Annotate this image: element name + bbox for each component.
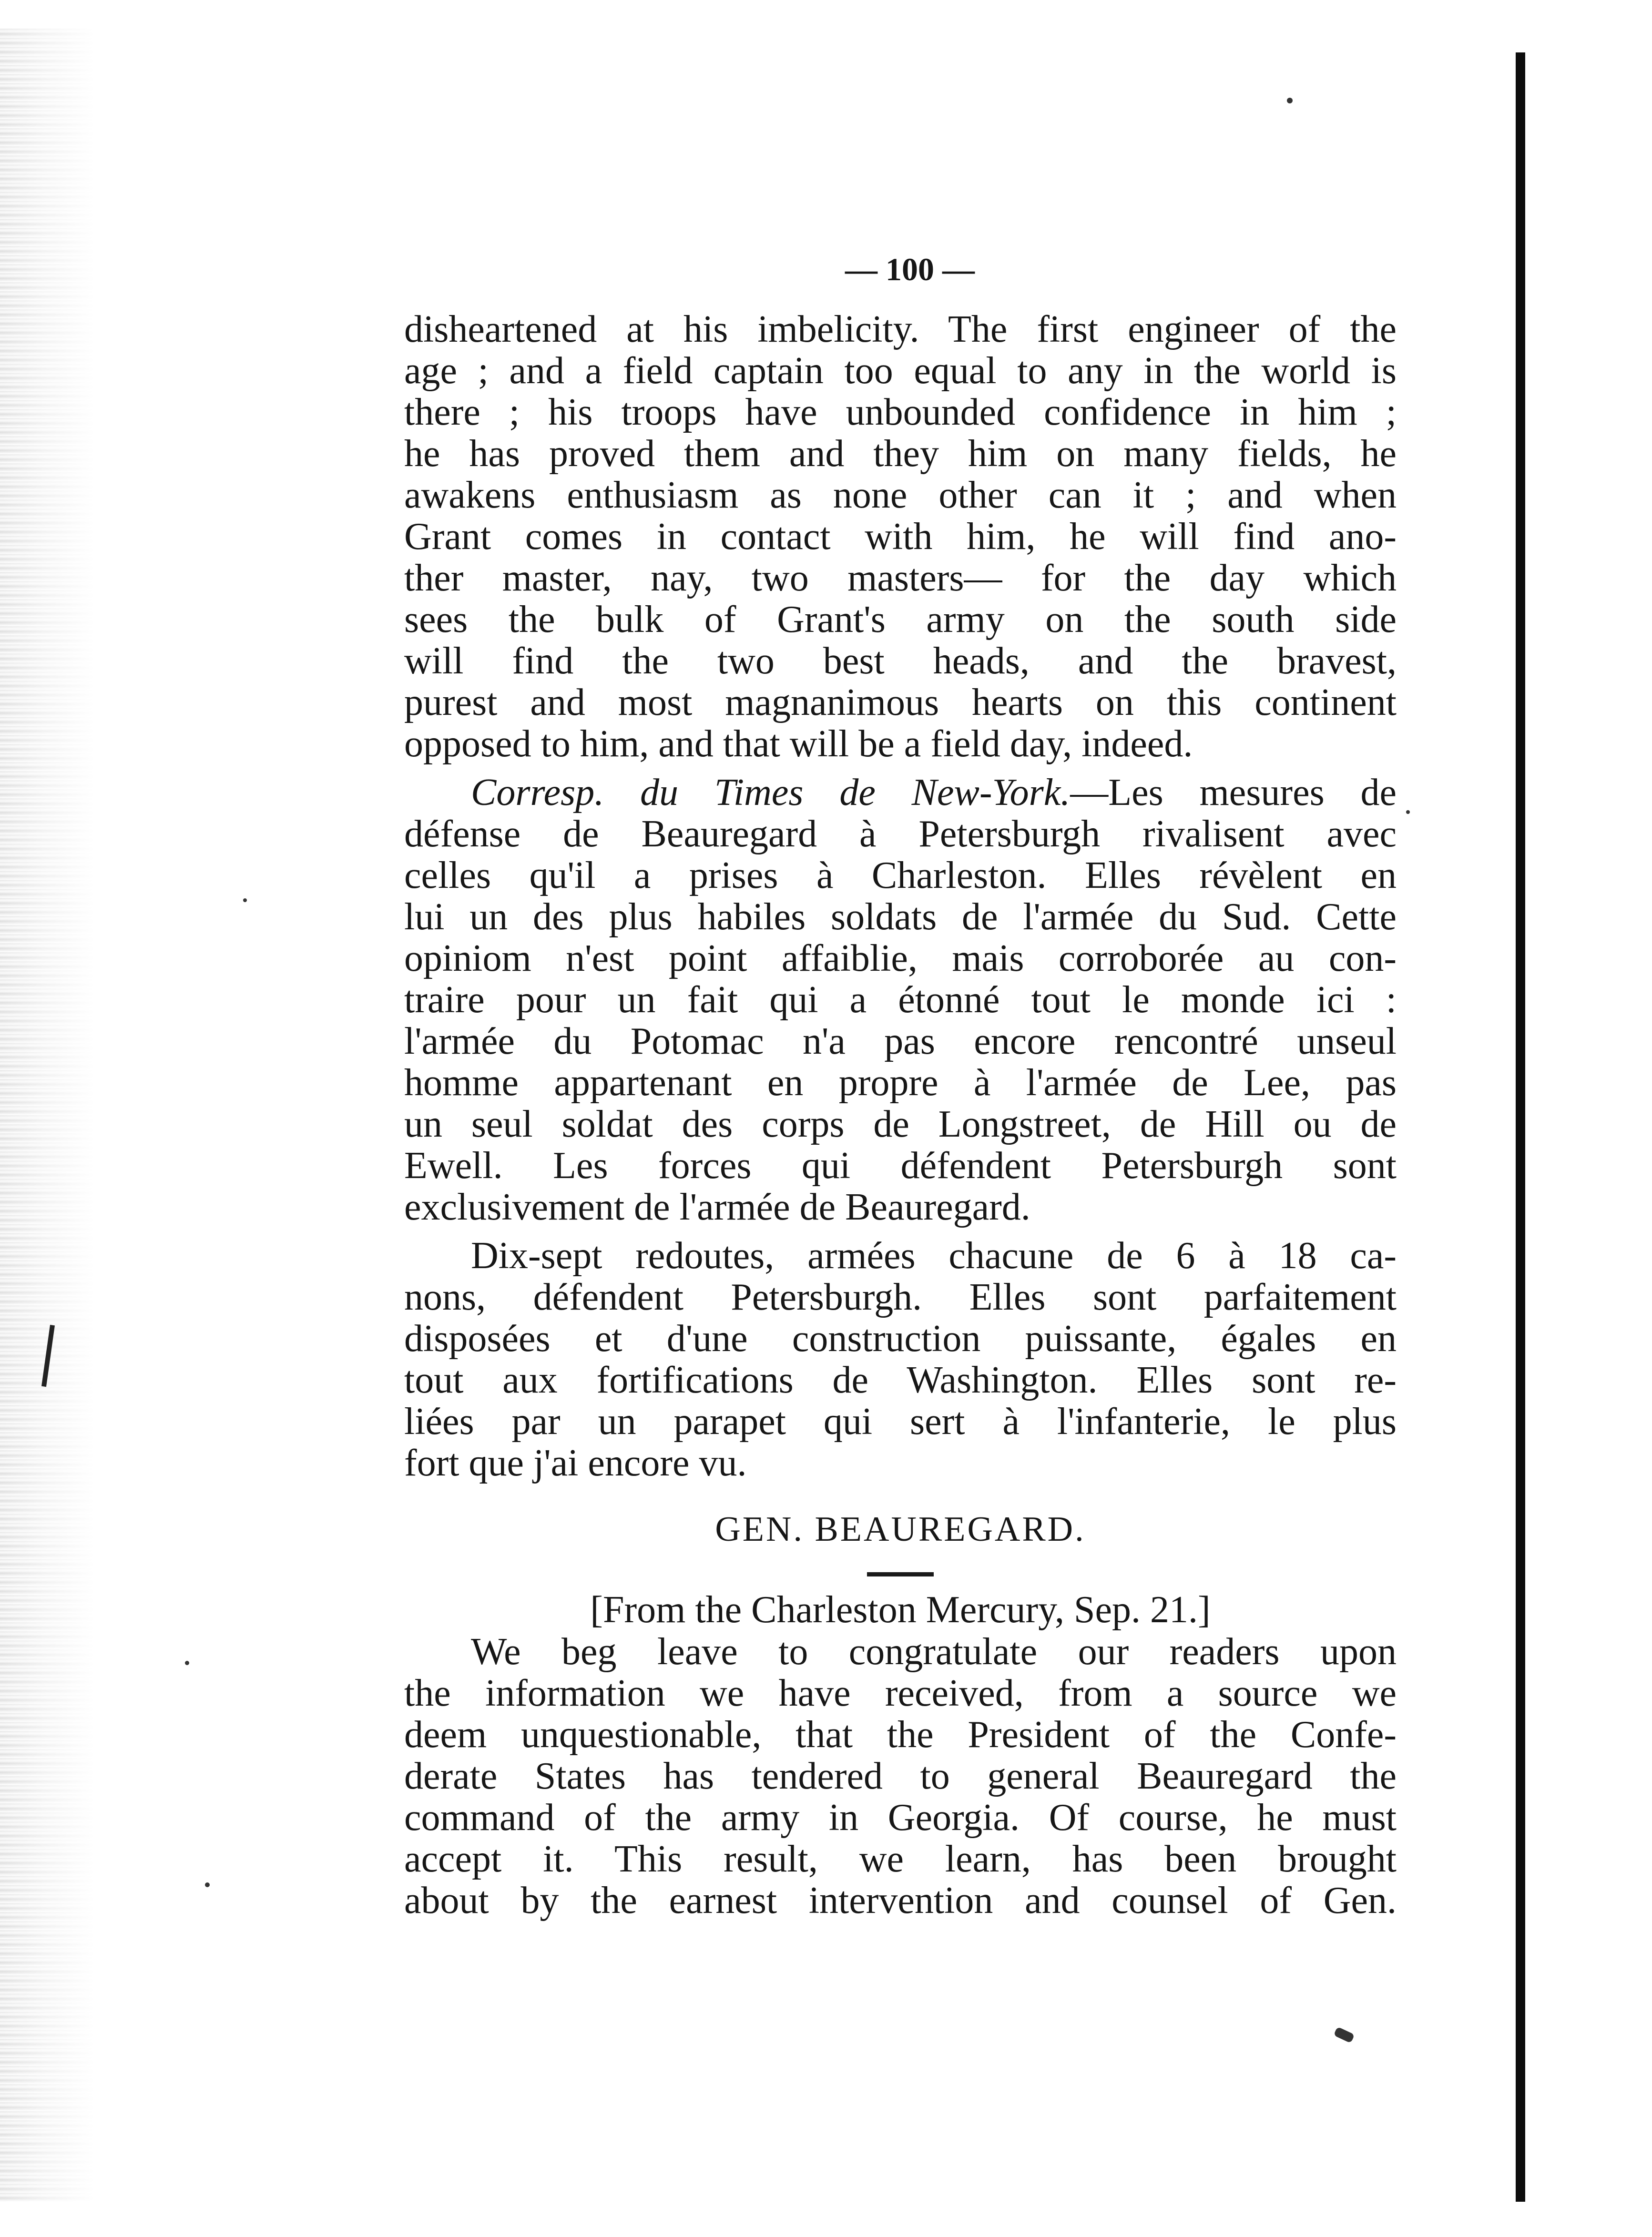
text-line: about by the earnest intervention and counsel of Gen. (404, 1880, 1397, 1922)
section-heading: GEN. BEAUREGARD. (715, 1510, 1086, 1549)
text-line: awakens enthusiasm as none other can it ; and when (404, 474, 1397, 516)
text-line: liées par un parapet qui sert à l'infanterie, le plus (404, 1401, 1397, 1443)
text-line: Ewell. Les forces qui défendent Petersburgh sont (404, 1145, 1397, 1187)
text-line: there ; his troops have unbounded confidence in him ; (404, 391, 1397, 433)
text-line: fort que j'ai encore vu. (404, 1442, 747, 1484)
ink-speck (1334, 2026, 1355, 2043)
scanned-page-edge (0, 29, 95, 2202)
ink-speck (1406, 810, 1410, 814)
text-line: will find the two best heads, and the bravest, (404, 640, 1397, 682)
text-line: age ; and a field captain too equal to any in the world is (404, 350, 1397, 392)
source-citation: Corresp. du Times de New-York. (471, 772, 1071, 813)
text-line: celles qu'il a prises à Charleston. Elles révèlent en (404, 854, 1397, 896)
text-line: traire pour un fait qui a étonné tout le monde ici : (404, 979, 1397, 1021)
text-line: opiniom n'est point affaiblie, mais corroborée au con- (404, 937, 1397, 979)
ink-speck (1287, 98, 1293, 103)
text-line: the information we have received, from a source we (404, 1672, 1397, 1714)
page-number: — 100 — (845, 251, 975, 287)
text-line: Grant comes in contact with him, he will find ano- (404, 516, 1397, 558)
text-line: accept it. This result, we learn, has been brought (404, 1838, 1397, 1880)
text-line: nons, défendent Petersburgh. Elles sont parfaitement (404, 1276, 1397, 1318)
heading-rule (867, 1572, 934, 1576)
ink-speck (185, 1661, 189, 1665)
ink-speck (243, 898, 247, 902)
text-line: exclusivement de l'armée de Beauregard. (404, 1186, 1030, 1228)
text-line: disheartened at his imbelicity. The first engineer of the (404, 308, 1397, 350)
source-line: [From the Charleston Mercury, Sep. 21.] (590, 1589, 1211, 1631)
ink-speck (205, 1882, 210, 1887)
text-line: tout aux fortifications de Washington. Elles sont re- (404, 1359, 1397, 1401)
paragraph-continuation (404, 309, 1397, 765)
text-line: derate States has tendered to general Beauregard the (404, 1755, 1397, 1797)
text-line: homme appartenant en propre à l'armée de Lee, pas (404, 1062, 1397, 1104)
text-line: deem unquestionable, that the President of the Confe- (404, 1714, 1397, 1756)
binding-rule (1516, 52, 1525, 2202)
text-fragment: —Les mesures de (1070, 772, 1397, 813)
text-line: lui un des plus habiles soldats de l'armée du Sud. Cette (404, 896, 1397, 938)
paragraph-redoutes (404, 1235, 1397, 1484)
text-line: command of the army in Georgia. Of course, he must (404, 1797, 1397, 1839)
text-line: l'armée du Potomac n'a pas encore rencontré unseul (404, 1020, 1397, 1062)
text-line: We beg leave to congratulate our readers upon (471, 1631, 1397, 1673)
text-line: ther master, nay, two masters— for the day which (404, 557, 1397, 599)
text-line: sees the bulk of Grant's army on the south side (404, 599, 1397, 641)
text-line: purest and most magnanimous hearts on this continent (404, 681, 1397, 723)
text-line: défense de Beauregard à Petersburgh rivalisent avec (404, 813, 1397, 855)
paragraph-correspondence (404, 772, 1397, 1228)
text-line: he has proved them and they him on many fields, he (404, 433, 1397, 475)
paragraph-mercury (404, 1631, 1397, 1922)
text-line: opposed to him, and that will be a field day, indeed. (404, 723, 1193, 765)
text-line: un seul soldat des corps de Longstreet, de Hill ou de (404, 1103, 1397, 1145)
text-line: Dix-sept redoutes, armées chacune de 6 à 18 ca- (471, 1235, 1397, 1277)
text-line: disposées et d'une construction puissante, égales en (404, 1318, 1397, 1360)
page-text (404, 243, 1397, 1922)
text-line (404, 772, 1397, 813)
